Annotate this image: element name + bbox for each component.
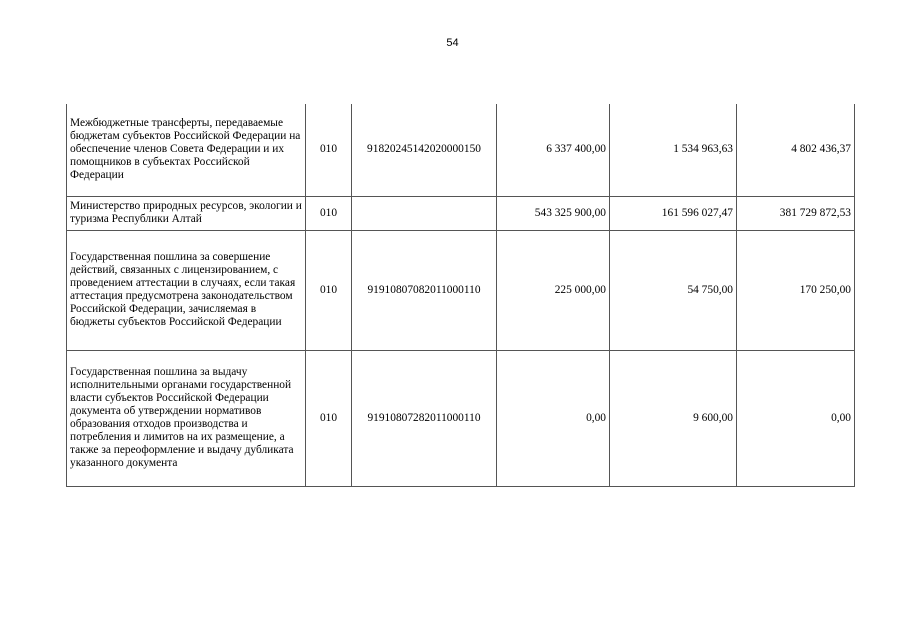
row-name: Государственная пошлина за совершение действий, связанных с лицензированием, с проведением аттестации в случаях, если такая аттестация предусмотрена законодательством Российской Федерации, зачисляемая в бюджеты субъектов Российской Федерации [67, 230, 306, 350]
row-remaining: 4 802 436,37 [737, 104, 855, 196]
row-approved: 225 000,00 [497, 230, 610, 350]
row-name: Государственная пошлина за выдачу исполнительными органами государственной власти субъектов Российской Федерации документа об утверждении нормативов образования отходов производства и потребления и лимитов на их размещение, а также за переоформление и выдачу дубликата указанного документа [67, 350, 306, 486]
row-kbk: 91910807282011000110 [352, 350, 497, 486]
row-approved: 543 325 900,00 [497, 196, 610, 230]
row-kbk: 91820245142020000150 [352, 104, 497, 196]
row-executed: 161 596 027,47 [610, 196, 737, 230]
table-row [67, 104, 855, 196]
row-executed: 1 534 963,63 [610, 104, 737, 196]
row-code: 010 [306, 104, 352, 196]
row-approved: 0,00 [497, 350, 610, 486]
row-name: Министерство природных ресурсов, экологии и туризма Республики Алтай [67, 196, 306, 230]
row-approved: 6 337 400,00 [497, 104, 610, 196]
table-row [67, 230, 855, 350]
row-executed: 9 600,00 [610, 350, 737, 486]
row-remaining: 0,00 [737, 350, 855, 486]
table-row [67, 196, 855, 230]
row-kbk [352, 196, 497, 230]
row-executed: 54 750,00 [610, 230, 737, 350]
row-remaining: 381 729 872,53 [737, 196, 855, 230]
row-remaining: 170 250,00 [737, 230, 855, 350]
row-kbk: 91910807082011000110 [352, 230, 497, 350]
page-number: 54 [446, 37, 459, 49]
row-code: 010 [306, 350, 352, 486]
table-row [67, 350, 855, 486]
row-name: Межбюджетные трансферты, передаваемые бюджетам субъектов Российской Федерации на обеспечение членов Совета Федерации и их помощников в субъектах Российской Федерации [67, 104, 306, 196]
budget-table [66, 104, 855, 487]
row-code: 010 [306, 196, 352, 230]
row-code: 010 [306, 230, 352, 350]
